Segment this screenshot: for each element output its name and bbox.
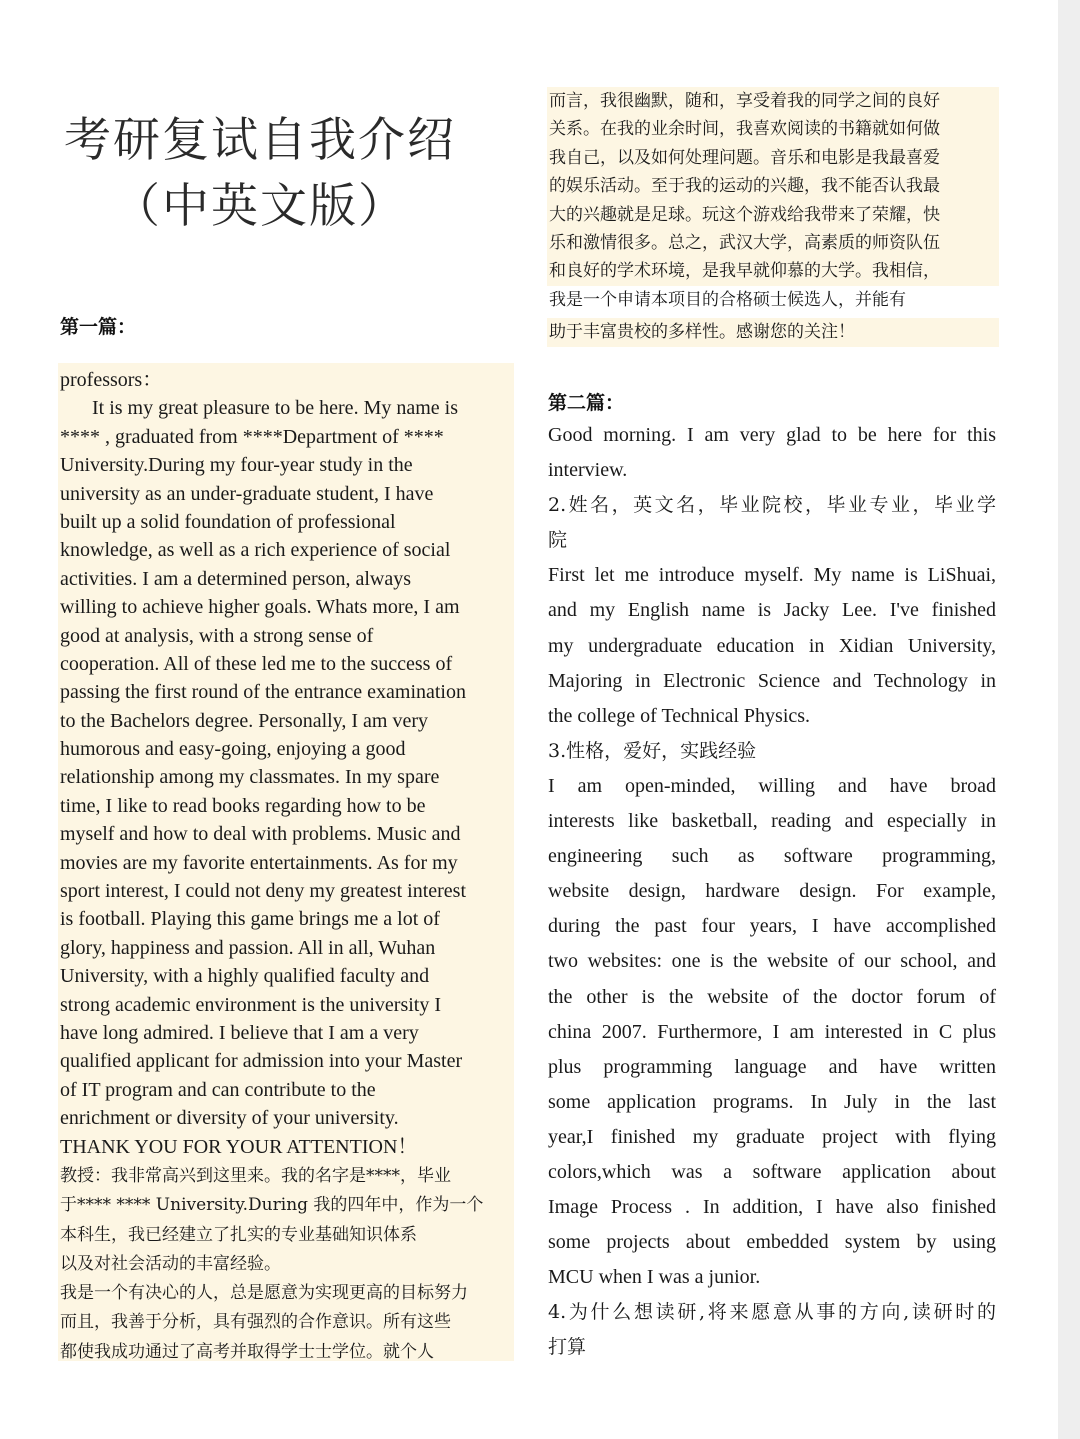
text-line: humorous and easy-going, enjoying a good (60, 738, 406, 761)
text-line: good at analysis, with a strong sense of (60, 624, 374, 647)
text-line: 而且，我善于分析，具有强烈的合作意识。所有这些 (60, 1312, 451, 1333)
text-line: the college of Technical Physics. (548, 704, 811, 727)
text-line: passing the first round of the entrance examination (60, 681, 466, 704)
page-title (40, 108, 480, 240)
text-line: 乐和激情很多。总之，武汉大学，高素质的师资队伍 (547, 229, 999, 257)
text-line: 的娱乐活动。至于我的运动的兴趣，我不能否认我最 (547, 172, 999, 200)
text-line: 都使我成功通过了高考并取得学士士学位。就个人 (60, 1341, 434, 1362)
text-line: Image Process . In addition, I have also finished (548, 1196, 996, 1219)
text-line: I am open-minded, willing and have broad (548, 774, 996, 797)
text-line: 关系。在我的业余时间，我喜欢阅读的书籍就如何做 (547, 115, 999, 143)
text-line: university as an under-graduate student, I have (60, 482, 434, 505)
section-1-english-text (60, 366, 515, 1161)
text-line: Majoring in Electronic Science and Technology in (548, 669, 996, 692)
text-line: website design, hardware design. For example, (548, 880, 996, 903)
text-line: 和良好的学术环境，是我早就仰慕的大学。我相信， (547, 257, 999, 285)
text-line: plus programming language and have written (548, 1055, 996, 1078)
text-line: engineering such as software programming, (548, 845, 996, 868)
text-line: 2.姓名，英文名，毕业院校，毕业专业，毕业学 (548, 494, 996, 517)
text-line: MCU when I was a junior. (548, 1266, 761, 1289)
text-line: is football. Playing this game brings me a lot of (60, 908, 440, 931)
text-line: University.During my four-year study in the (60, 454, 413, 477)
text-line: china 2007. Furthermore, I am interested in C plus (548, 1020, 996, 1043)
text-line: professors： (60, 369, 163, 391)
text-line: two websites: one is the website of our school, and (548, 950, 996, 973)
text-line: 我是一个有决心的人，总是愿意为实现更高的目标努力 (60, 1283, 468, 1304)
text-line: 我是一个申请本项目的合格硕士候选人，并能有 (549, 289, 906, 310)
text-line: activities. I am a determined person, always (60, 567, 411, 590)
text-line: 助于丰富贵校的多样性。感谢您的关注！ (547, 318, 999, 346)
text-line: 打算 (548, 1336, 587, 1359)
text-line: 我自己，以及如何处理问题。音乐和电影是我最喜爱 (547, 144, 999, 172)
page-edge-strip (1058, 0, 1080, 1439)
text-line: interests like basketball, reading and especially in (548, 810, 996, 833)
text-line: colors,which was a software application about (548, 1160, 996, 1183)
section-2-heading: 第二篇： (548, 392, 625, 414)
text-line: It is my great pleasure to be here. My name is (92, 397, 458, 420)
text-line: my undergraduate education in Xidian University, (548, 634, 996, 657)
text-line: 教授：我非常高兴到这里来。我的名字是****，毕业 (60, 1166, 451, 1186)
section-1-heading: 第一篇： (60, 316, 137, 338)
text-line: 院 (548, 529, 568, 552)
text-line: myself and how to deal with problems. Music and (60, 823, 461, 846)
text-line: of IT program and can contribute to the (60, 1078, 376, 1101)
text-line: 而言，我很幽默，随和，享受着我的同学之间的良好 (547, 87, 999, 115)
section-1-chinese-text (60, 1162, 515, 1367)
text-line: some projects about embedded system by using (548, 1231, 996, 1254)
text-line: time, I like to read books regarding how to be (60, 794, 426, 817)
text-line: First let me introduce myself. My name is LiShuai, (548, 564, 996, 587)
title-line-1: 考研复试自我介绍 (64, 113, 456, 168)
text-line: THANK YOU FOR YOUR ATTENTION！ (60, 1135, 418, 1158)
text-line: to the Bachelors degree. Personally, I am very (60, 709, 429, 732)
text-line: relationship among my classmates. In my spare (60, 766, 440, 789)
text-line: interview. (548, 459, 628, 482)
text-line: **** , graduated from ****Department of **** (60, 425, 444, 448)
text-line: the other is the website of the doctor forum of (548, 985, 996, 1008)
text-line: 3.性格，爱好，实践经验 (548, 739, 757, 762)
section-2-text (548, 418, 996, 1366)
text-line: 于**** **** University.During 我的四年中，作为一个 (60, 1195, 484, 1216)
text-line: during the past four years, I have accomplished (548, 915, 996, 938)
title-line-2: （中英文版） (113, 179, 407, 234)
text-line: University, with a highly qualified faculty and (60, 965, 430, 988)
text-line: have long admired. I believe that I am a very (60, 1021, 419, 1044)
text-line: movies are my favorite entertainments. As for my (60, 851, 458, 874)
text-line: sport interest, I could not deny my greatest interest (60, 880, 467, 903)
text-line: willing to achieve higher goals. Whats more, I am (60, 596, 460, 619)
text-line: 以及对社会活动的丰富经验。 (60, 1253, 281, 1274)
text-line: and my English name is Jacky Lee. I've finished (548, 599, 996, 622)
text-line: enrichment or diversity of your university. (60, 1107, 399, 1130)
text-line: 4.为什么想读研,将来愿意从事的方向,读研时的 (548, 1301, 996, 1324)
text-line: 大的兴趣就是足球。玩这个游戏给我带来了荣耀，快 (547, 201, 999, 229)
text-line: year,I finished my graduate project with flying (548, 1125, 996, 1148)
text-line: glory, happiness and passion. All in all, Wuhan (60, 936, 436, 959)
section-1-chinese-continued (547, 87, 999, 347)
text-line: some application programs. In July in the last (548, 1090, 996, 1113)
text-line: built up a solid foundation of professional (60, 510, 396, 533)
text-line: qualified applicant for admission into your Master (60, 1050, 463, 1073)
text-line: knowledge, as well as a rich experience of social (60, 539, 451, 562)
text-line: cooperation. All of these led me to the success of (60, 652, 453, 675)
text-line: 本科生，我已经建立了扎实的专业基础知识体系 (60, 1224, 417, 1245)
text-line: Good morning. I am very glad to be here for this (548, 424, 996, 446)
text-line: strong academic environment is the university I (60, 993, 442, 1016)
